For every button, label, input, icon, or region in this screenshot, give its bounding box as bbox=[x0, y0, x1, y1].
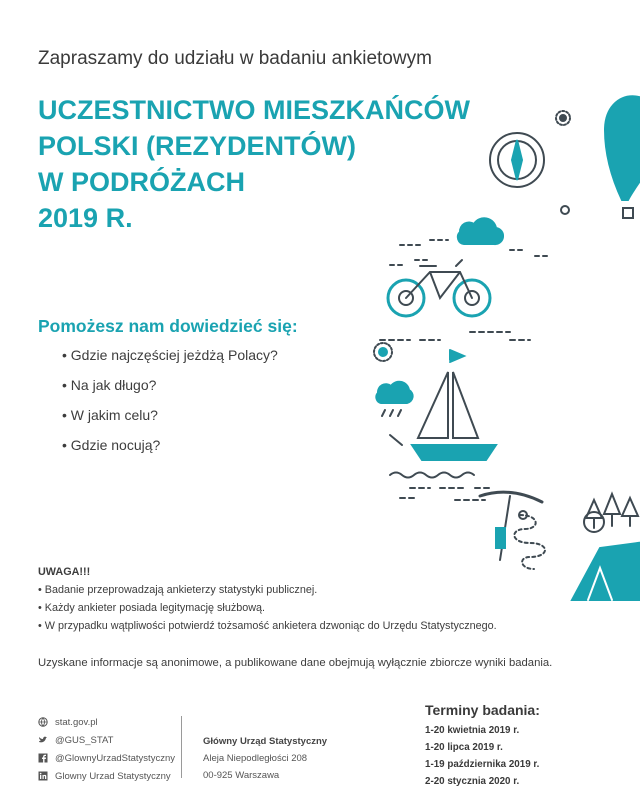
twitter-label: @GUS_STAT bbox=[55, 734, 114, 746]
social-links bbox=[38, 713, 175, 785]
terms-date: 1-20 kwietnia 2019 r. bbox=[425, 725, 520, 736]
warning-item: • Każdy ankieter posiada legitymację służbową. bbox=[38, 602, 266, 614]
social-link-facebook[interactable] bbox=[38, 749, 175, 767]
twitter-icon bbox=[38, 735, 48, 745]
anonymity-note: Uzyskane informacje są anonimowe, a publikowane dane obejmują wyłącznie zbiorcze wyniki badania. bbox=[38, 657, 553, 669]
rain-cloud-icon bbox=[376, 382, 412, 403]
travel-illustration bbox=[360, 60, 640, 620]
social-link-linkedin[interactable] bbox=[38, 767, 175, 785]
social-link-twitter[interactable] bbox=[38, 731, 175, 749]
warning-item: • W przypadku wątpliwości potwierdź tożsamość ankietera dzwoniąc do Urzędu Statystycznego. bbox=[38, 620, 497, 632]
tent-icon bbox=[572, 540, 640, 600]
question-item: • Na jak długo? bbox=[62, 377, 157, 393]
globe-icon bbox=[38, 717, 48, 727]
terms-date: 1-19 października 2019 r. bbox=[425, 759, 540, 770]
terms-heading: Terminy badania: bbox=[425, 702, 540, 718]
terms-date: 2-20 stycznia 2020 r. bbox=[425, 776, 520, 787]
tree-icon bbox=[586, 494, 638, 528]
institution-name: Główny Urząd Statystyczny bbox=[203, 736, 328, 747]
institution-address bbox=[203, 733, 327, 784]
warning-box bbox=[38, 563, 497, 635]
intro-text: Zapraszamy do udziału w badaniu ankietowym bbox=[38, 48, 432, 69]
terms-date: 1-20 lipca 2019 r. bbox=[425, 742, 503, 753]
website-label: stat.gov.pl bbox=[55, 716, 98, 728]
institution-city: 00-925 Warszawa bbox=[203, 770, 280, 781]
institution-street: Aleja Niepodległości 208 bbox=[203, 753, 308, 764]
question-list bbox=[62, 345, 278, 465]
title-line-2: POLSKI (REZYDENTÓW) bbox=[38, 131, 356, 161]
linkedin-icon bbox=[38, 771, 48, 781]
bicycle-icon bbox=[388, 260, 490, 316]
footer-divider bbox=[181, 716, 182, 778]
linkedin-label: Glowny Urzad Statystyczny bbox=[55, 770, 171, 782]
warning-item: • Badanie przeprowadzają ankieterzy statystyki publicznej. bbox=[38, 584, 318, 596]
title-line-4: 2019 R. bbox=[38, 203, 133, 233]
question-item: • Gdzie nocują? bbox=[62, 437, 161, 453]
question-item: • Gdzie najczęściej jeżdżą Polacy? bbox=[62, 347, 278, 363]
balloon-icon bbox=[605, 96, 640, 200]
cloud-icon bbox=[458, 218, 503, 244]
title-line-3: W PODRÓŻACH bbox=[38, 167, 245, 197]
warning-heading: UWAGA!!! bbox=[38, 566, 91, 578]
social-link-website[interactable] bbox=[38, 713, 175, 731]
compass-icon bbox=[490, 133, 544, 187]
question-item: • W jakim celu? bbox=[62, 407, 158, 423]
survey-terms bbox=[425, 702, 540, 790]
subheading: Pomożesz nam dowiedzieć się: bbox=[38, 316, 298, 336]
title-line-1: UCZESTNICTWO MIESZKAŃCÓW bbox=[38, 95, 470, 125]
facebook-label: @GlownyUrzadStatystyczny bbox=[55, 752, 175, 764]
facebook-icon bbox=[38, 753, 48, 763]
